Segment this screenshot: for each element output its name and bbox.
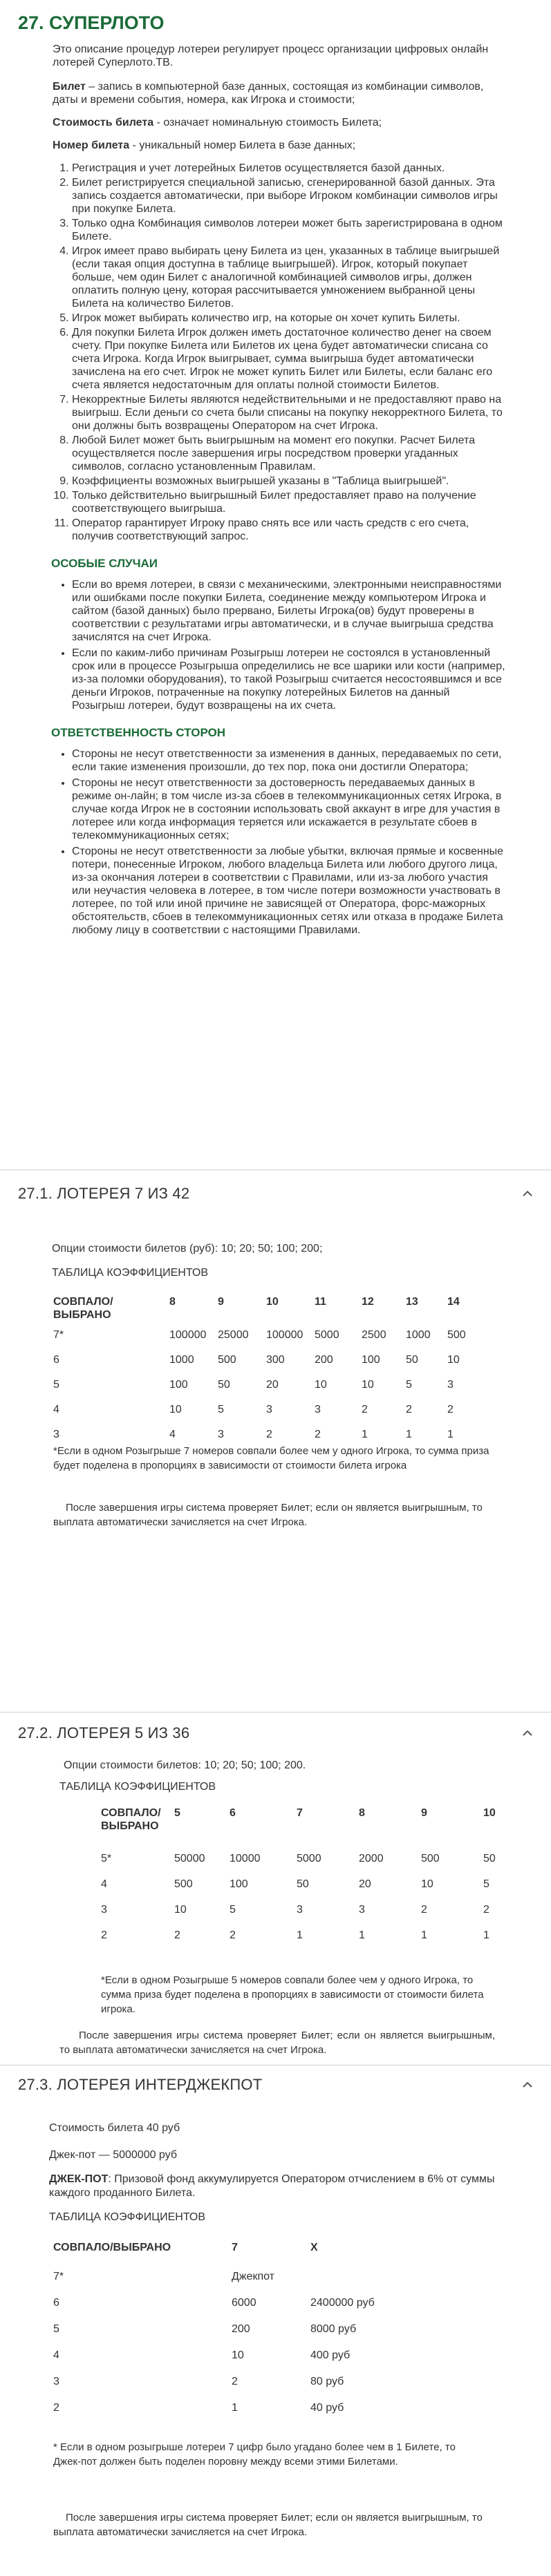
chevron-up-icon[interactable] (522, 1190, 533, 1197)
table-cell: 5 (230, 1904, 236, 1916)
table-cell: 1 (362, 1429, 368, 1440)
table-cell: Джекпот (232, 2271, 274, 2282)
table-header: 5 (174, 1807, 180, 1819)
table-cell: 8000 руб (310, 2323, 357, 2335)
table-cell: 5 (406, 1379, 412, 1391)
def-cost-text: - означает номинальную стоимость Билета; (153, 117, 382, 128)
table-cell: 10000 (230, 1853, 261, 1864)
table-cell: 2 (174, 1929, 180, 1941)
table-cell: 1 (483, 1929, 489, 1941)
table-cell: 7* (53, 1329, 64, 1341)
table-row (53, 1403, 475, 1428)
table-cell: 3 (218, 1429, 224, 1440)
accordion-body (0, 2101, 551, 2571)
table-cell: 10 (169, 1404, 182, 1415)
rules-list (64, 162, 505, 543)
table-cell: 20 (359, 1878, 371, 1890)
table-cell: 2 (230, 1929, 236, 1941)
table-row (53, 2401, 449, 2427)
table-cell: 2 (406, 1404, 412, 1415)
table-cell: 1 (297, 1929, 303, 1941)
table-cell: 2 (483, 1904, 489, 1916)
table-header: СОВПАЛО/ВЫБРАНО (53, 1296, 113, 1321)
chevron-up-icon[interactable] (522, 2081, 533, 2088)
table-cell: 40 руб (310, 2402, 344, 2414)
table-cell: 50 (218, 1379, 230, 1391)
table-row (53, 1378, 475, 1403)
table-cell: 3 (53, 2376, 59, 2387)
table-cell: 5 (218, 1404, 224, 1415)
table-row (101, 1878, 511, 1903)
table-row (53, 2375, 449, 2401)
table-cell: 2500 (362, 1329, 386, 1341)
table-cell: 1000 (169, 1354, 194, 1366)
table-header: 9 (218, 1296, 224, 1308)
table-header: СОВПАЛО/ ВЫБРАНО (101, 1807, 161, 1832)
table-row (101, 1852, 511, 1878)
table-row (101, 1929, 511, 1954)
table-cell: 2 (315, 1429, 321, 1440)
responsibility-item: • Стороны не несут ответственности за изменения в данных, передаваемых по сети, если такие изменения произошли, до тех пор, пока они достигли Оператора; (72, 747, 505, 774)
table-cell: 6000 (232, 2297, 256, 2309)
table-cell: 4 (169, 1429, 176, 1440)
table-cell: 200 (315, 1354, 333, 1366)
def-number (53, 139, 505, 152)
table-cell: 1 (421, 1929, 427, 1941)
table-cell: 100 (230, 1878, 248, 1890)
table-cell: 5 (53, 2323, 59, 2335)
table-cell: 200 (232, 2323, 250, 2335)
table-cell: 5000 (297, 1853, 321, 1864)
def-number-term: Номер билета (53, 140, 130, 151)
rule-item: 8. Любой Билет может быть выигрышным на момент его покупки. Расчет Билета осуществляется после завершения игры посредством проверки угаданных символов, согласно установленным Правилам. (72, 434, 505, 473)
table-cell: 50000 (174, 1853, 205, 1864)
table-header: 7 (297, 1807, 303, 1819)
table-cell: 1 (232, 2402, 238, 2414)
def-number-text: - уникальный номер Билета в базе данных; (129, 140, 356, 151)
accordion-title: 27.3. ЛОТЕРЕЯ ИНТЕРДЖЕКПОТ (18, 2076, 263, 2093)
table-cell: 500 (447, 1329, 466, 1341)
table-cell: 300 (266, 1354, 285, 1366)
table-cell: 2 (101, 1929, 107, 1941)
accordion-title: 27.2. ЛОТЕРЕЯ 5 ИЗ 36 (18, 1724, 190, 1742)
jackpot-description (49, 2173, 498, 2200)
table-header: 11 (315, 1296, 326, 1308)
table-header: 7 (232, 2242, 238, 2253)
table-cell: 4 (53, 2349, 59, 2361)
table-cell: 10 (174, 1904, 187, 1916)
def-ticket-text: – запись в компьютерной базе данных, состоящая из комбинации символов, даты и времени события, номера, как Игрока и стоимости; (53, 81, 484, 106)
section-superloto (0, 0, 551, 937)
table-cell: 500 (174, 1878, 193, 1890)
table-row (53, 1353, 475, 1378)
table-cell (310, 2270, 449, 2296)
table-header-row (53, 2241, 449, 2270)
coefficient-table (53, 2241, 449, 2427)
table-cell: 100 (169, 1379, 188, 1391)
table-cell: 50 (483, 1853, 496, 1864)
after-game-text: После завершения игры система проверяет Билет; если он является выигрышным, то выплата автоматически зачисляется на счет Игрока. (59, 2030, 495, 2056)
table-cell: 3 (359, 1904, 365, 1916)
table-row (53, 2349, 449, 2375)
table-cell: 2 (53, 2402, 59, 2414)
table-label: ТАБЛИЦА КОЭФФИЦИЕНТОВ (52, 1267, 209, 1279)
table-header-row (53, 1295, 475, 1328)
table-cell: 10 (421, 1878, 433, 1890)
accordion-header-5-36[interactable] (0, 1717, 551, 1750)
special-case-item: • Если во время лотереи, в связи с механическими, электронными неисправностями или ошибками после покупки Билета, соединение между компьютером Игрока и сайтом (базой данных) было прервано, Билеты Игрока(ов) будут проверены в соответствии с результатами игры автоматически, и в случае выигрыша средства зачислятся на счет Игрока. (72, 578, 505, 644)
table-cell: 4 (53, 1404, 59, 1415)
table-cell: 3 (315, 1404, 321, 1415)
section-lottery-jackpot (0, 2065, 551, 2571)
table-label: ТАБЛИЦА КОЭФФИЦИЕНТОВ (59, 1781, 216, 1793)
coefficient-table (101, 1806, 511, 1954)
section-lottery-5-36 (0, 1712, 551, 2061)
ticket-cost: Стоимость билета 40 руб (49, 2122, 180, 2134)
table-cell: 3 (266, 1404, 272, 1415)
table-cell: 3 (101, 1904, 107, 1916)
section-title: 27. СУПЕРЛОТО (18, 12, 165, 33)
responsibility-list (64, 747, 505, 937)
table-cell: 80 руб (310, 2376, 344, 2387)
responsibility-item: • Стороны не несут ответственности за любые убытки, включая прямые и косвенные потери, понесенные Игроком, любого владельца Билета или любого другого лица, из-за окончания лотереи в соответствии с Правилами, или из-за любого участия или неучастия человека в лотерее, в том числе потери возможности участвовать в лотерее, по той или иной причине не зависящей от Оператора, форс-мажорных обстоятельств, сбоев в телекоммуникационных сетях или отказа в продаже Билета любому лицу в соответствии с настоящими Правилами. (72, 845, 505, 937)
responsibility-heading: ОТВЕТСТВЕННОСТЬ СТОРОН (51, 726, 226, 739)
coefficient-table (53, 1295, 475, 1453)
def-ticket-term: Билет (53, 81, 86, 93)
table-cell: 7* (53, 2271, 64, 2282)
rule-item: 1. Регистрация и учет лотерейных Билетов осуществляется базой данных. (72, 162, 505, 175)
table-row (101, 1903, 511, 1929)
table-cell: 5 (483, 1878, 489, 1890)
rule-item: 3. Только одна Комбинация символов лотереи может быть зарегистрирована в одном Билете. (72, 217, 505, 243)
chevron-up-icon[interactable] (522, 1730, 533, 1737)
table-cell: 3 (53, 1429, 59, 1440)
table-row (53, 2322, 449, 2349)
rule-item: 2. Билет регистрируется специальной записью, сгенерированной базой данных. Эта запись создается автоматически, при выборе Игроком комбинации символов игры при покупке Билета. (72, 176, 505, 216)
jackpot-amount: Джек-пот — 5000000 руб (49, 2149, 177, 2161)
after-game-text: После завершения игры система проверяет Билет; если он является выигрышным, то выплата автоматически зачисляется на счет Игрока. (53, 2512, 483, 2538)
def-cost (53, 116, 505, 129)
table-header-row (101, 1806, 511, 1852)
table-cell: 2000 (359, 1853, 384, 1864)
rule-item: 10. Только действительно выигрышный Билет предоставляет право на получение соответствующего выигрыша. (72, 489, 505, 515)
rule-item: 9. Коэффициенты возможных выигрышей указаны в "Таблица выигрышей". (72, 475, 505, 488)
table-cell: 2 (421, 1904, 427, 1916)
table-cell: 10 (315, 1379, 327, 1391)
table-cell: 50 (297, 1878, 309, 1890)
table-cell: 100 (362, 1354, 380, 1366)
rule-item: 7. Некорректные Билеты являются недействительными и не предоставляют право на выигрыш. Если деньги со счета были списаны на покупку некорректного Билета, то они должны быть возвращены Оператором на счет Игрока. (72, 393, 505, 432)
intro-text: Это описание процедур лотереи регулирует процесс организации цифровых онлайн лотерей Суперлото.ТВ. (53, 44, 489, 68)
jackpot-desc-text: : Призовой фонд аккумулируется Оператором отчислением в 6% от суммы каждого проданного Билета. (49, 2173, 495, 2199)
table-header: 13 (406, 1296, 418, 1308)
table-cell: 1 (406, 1429, 412, 1440)
table-header: 12 (362, 1296, 374, 1308)
after-game-text: После завершения игры система проверяет Билет; если он является выигрышным, то выплата автоматически зачисляется на счет Игрока. (53, 1502, 483, 1528)
table-cell: 3 (447, 1379, 454, 1391)
table-header: 8 (359, 1807, 365, 1819)
table-cell: 1000 (406, 1329, 431, 1341)
jackpot-term: ДЖЕК-ПОТ (49, 2173, 109, 2185)
table-cell: 2400000 руб (310, 2297, 375, 2309)
accordion-title: 27.1. ЛОТЕРЕЯ 7 ИЗ 42 (18, 1185, 190, 1202)
table-cell: 1 (359, 1929, 365, 1941)
table-cell: 100000 (169, 1329, 207, 1341)
table-header: 10 (266, 1296, 279, 1308)
table-cell: 20 (266, 1379, 279, 1391)
def-ticket (53, 80, 505, 106)
ticket-options: Опции стоимости билетов: 10; 20; 50; 100; 200. (64, 1759, 306, 1771)
table-cell: 500 (421, 1853, 440, 1864)
footnote: *Если в одном Розыгрыше 5 номеров совпали более чем у одного Игрока, то сумма приза будет поделена в пропорциях в зависимости от стоимости билета игрока. (101, 1974, 484, 2015)
table-cell: 2 (232, 2376, 238, 2387)
table-header: 10 (483, 1807, 496, 1819)
table-cell: 5* (101, 1853, 112, 1864)
footnote: * Если в одном розыгрыше лотереи 7 цифр было угадано более чем в 1 Билете, то Джек-пот должен быть поделен поровну между всеми этими Билетами. (53, 2441, 456, 2468)
table-cell: 500 (218, 1354, 236, 1366)
table-header: 8 (169, 1296, 176, 1308)
accordion-header-7-42[interactable] (0, 1177, 551, 1210)
table-cell: 5 (53, 1379, 59, 1391)
footnote: *Если в одном Розыгрыше 7 номеров совпали более чем у одного Игрока, то сумма приза будет поделена в пропорциях в зависимости от стоимости билета игрока (53, 1445, 489, 1471)
table-row (53, 2270, 449, 2296)
section-lottery-7-42 (0, 1170, 551, 1639)
table-header: X (310, 2242, 318, 2253)
rule-item: 6. Для покупки Билета Игрок должен иметь достаточное количество денег на своем счету. При покупке Билета или Билетов их цена будет автоматически списана со счета Игрока. Когда Игрок выигрывает, сумма выигрыша будет автоматически зачислена на его счет. Игрок не может купить Билет или Билеты, если баланс его счета является недостаточным для оплаты полной стоимости Билетов. (72, 326, 505, 392)
table-cell: 3 (297, 1904, 303, 1916)
table-cell: 10 (447, 1354, 460, 1366)
table-cell: 25000 (218, 1329, 249, 1341)
table-cell: 10 (232, 2349, 244, 2361)
table-cell: 6 (53, 2297, 59, 2309)
table-cell: 1 (447, 1429, 454, 1440)
table-cell: 50 (406, 1354, 418, 1366)
table-cell: 100000 (266, 1329, 303, 1341)
ticket-options: Опции стоимости билетов (руб): 10; 20; 50; 100; 200; (52, 1243, 323, 1254)
table-cell: 10 (362, 1379, 374, 1391)
accordion-header-jackpot[interactable] (0, 2068, 551, 2101)
table-cell: 2 (266, 1429, 272, 1440)
rule-item: 11. Оператор гарантирует Игроку право снять все или часть средств с его счета, получив соответствующий запрос. (72, 517, 505, 543)
table-cell: 5000 (315, 1329, 339, 1341)
table-row (53, 1328, 475, 1353)
rule-item: 5. Игрок может выбирать количество игр, на которые он хочет купить Билеты. (72, 312, 505, 325)
table-cell: 6 (53, 1354, 59, 1366)
special-cases-list (64, 578, 505, 712)
table-header: 14 (447, 1296, 460, 1308)
table-cell: 2 (362, 1404, 368, 1415)
special-cases-heading: ОСОБЫЕ СЛУЧАИ (51, 557, 158, 570)
table-header: 6 (230, 1807, 236, 1819)
table-label: ТАБЛИЦА КОЭФФИЦИЕНТОВ (49, 2211, 206, 2223)
accordion-body (0, 1210, 551, 1639)
table-cell: 2 (447, 1404, 454, 1415)
responsibility-item: • Стороны не несут ответственности за достоверность передаваемых данных в режиме он-лайн; в том числе из-за сбоев в телекоммуникационных сетях Игрока, в случае когда Игрок не в состоянии использовать свой аккаунт в игре для участия в лотерее или когда информация теряется или искажается в результате сбоев в телекоммуникационных сетях; (72, 776, 505, 842)
special-case-item: • Если по каким-либо причинам Розыгрыш лотереи не состоялся в установленный срок или в процессе Розыгрыша определились не все шарики или кости (например, из-за поломки оборудования), то такой Розыгрыш считается несостоявшимся и все деньги Игроков, потраченные на покупку лотерейных Билетов на данный Розыгрыш лотереи, будут возвращены на их счета. (72, 647, 505, 712)
rule-item: 4. Игрок имеет право выбирать цену Билета из цен, указанных в таблице выигрышей (если такая опция доступна в таблице выигрышей). Игрок, который покупает больше, чем один Билет с аналогичной комбинацией символов игры, должен оплатить полную цену, которая рассчитывается умножением выбранной цены Билета на количество Билетов. (72, 245, 505, 310)
table-row (53, 2296, 449, 2322)
def-cost-term: Стоимость билета (53, 117, 154, 128)
table-cell: 4 (101, 1878, 107, 1890)
table-header: СОВПАЛО/ВЫБРАНО (53, 2242, 171, 2253)
accordion-body (0, 1750, 551, 2061)
table-header: 9 (421, 1807, 427, 1819)
section-body (18, 43, 533, 937)
table-cell: 400 руб (310, 2349, 351, 2361)
